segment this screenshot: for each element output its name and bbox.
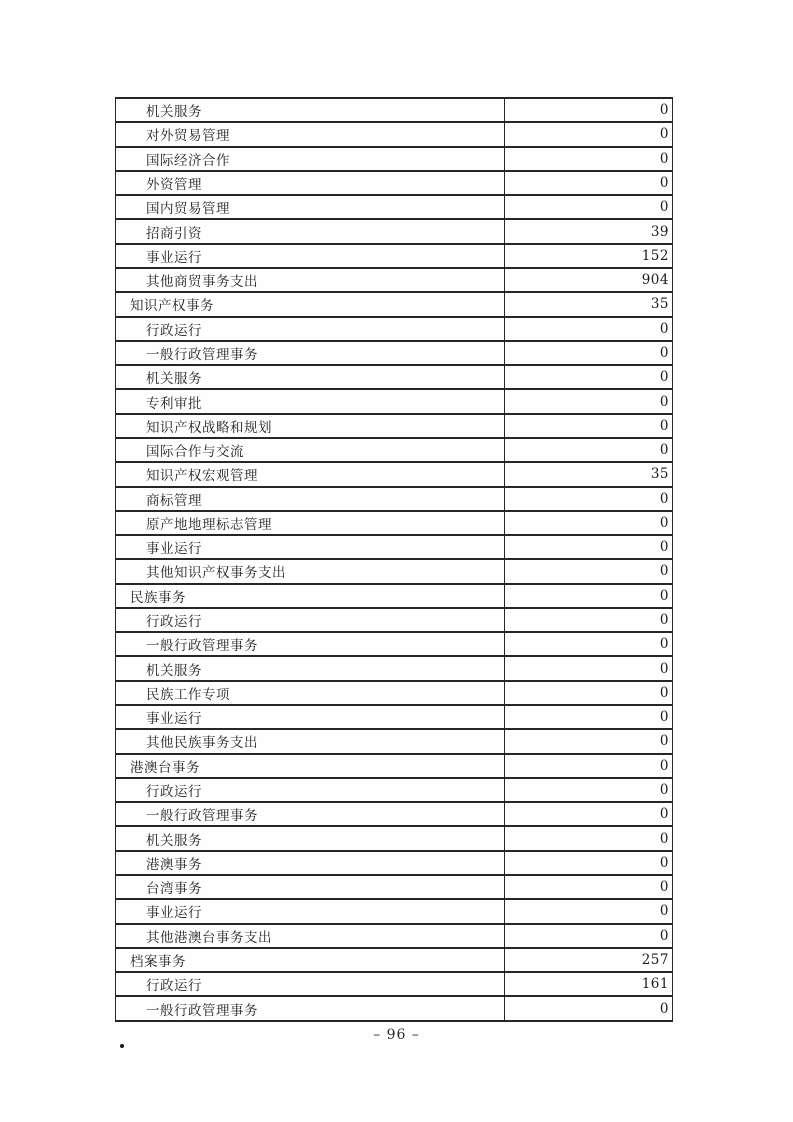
table-row — [116, 147, 673, 171]
category-cell: 知识产权宏观管理 — [116, 462, 505, 486]
value-cell: 35 — [505, 292, 673, 316]
value-cell: 0 — [505, 924, 673, 948]
value-cell: 0 — [505, 705, 673, 729]
table-row — [116, 899, 673, 923]
scan-artifact-dot — [120, 1044, 124, 1048]
table-row — [116, 341, 673, 365]
category-cell: 其他民族事务支出 — [116, 729, 505, 753]
value-cell: 0 — [505, 535, 673, 559]
table-row — [116, 317, 673, 341]
table-row — [116, 924, 673, 948]
value-cell: 0 — [505, 754, 673, 778]
value-cell: 0 — [505, 875, 673, 899]
category-cell: 事业运行 — [116, 535, 505, 559]
table-row — [116, 584, 673, 608]
value-cell: 0 — [505, 778, 673, 802]
table-row — [116, 268, 673, 292]
category-cell: 国际合作与交流 — [116, 438, 505, 462]
category-cell: 其他知识产权事务支出 — [116, 559, 505, 583]
value-cell: 0 — [505, 438, 673, 462]
table-row — [116, 972, 673, 996]
value-cell: 0 — [505, 729, 673, 753]
value-cell: 0 — [505, 122, 673, 146]
value-cell: 35 — [505, 462, 673, 486]
category-cell: 档案事务 — [116, 948, 505, 972]
category-cell: 行政运行 — [116, 608, 505, 632]
category-cell: 一般行政管理事务 — [116, 802, 505, 826]
table-row — [116, 511, 673, 535]
table-row — [116, 438, 673, 462]
category-cell: 外资管理 — [116, 171, 505, 195]
category-cell: 其他港澳台事务支出 — [116, 924, 505, 948]
category-cell: 事业运行 — [116, 244, 505, 268]
table-row — [116, 754, 673, 778]
category-cell: 商标管理 — [116, 487, 505, 511]
table-row — [116, 778, 673, 802]
value-cell: 0 — [505, 632, 673, 656]
value-cell: 0 — [505, 681, 673, 705]
value-cell: 0 — [505, 656, 673, 680]
category-cell: 机关服务 — [116, 656, 505, 680]
table-row — [116, 462, 673, 486]
category-cell: 行政运行 — [116, 778, 505, 802]
category-cell: 一般行政管理事务 — [116, 632, 505, 656]
table-row — [116, 365, 673, 389]
value-cell: 0 — [505, 147, 673, 171]
table-row — [116, 487, 673, 511]
value-cell: 0 — [505, 584, 673, 608]
value-cell: 0 — [505, 802, 673, 826]
table-row — [116, 729, 673, 753]
category-cell: 专利审批 — [116, 389, 505, 413]
category-cell: 其他商贸事务支出 — [116, 268, 505, 292]
category-cell: 一般行政管理事务 — [116, 996, 505, 1021]
value-cell: 0 — [505, 559, 673, 583]
value-cell: 0 — [505, 826, 673, 850]
category-cell: 台湾事务 — [116, 875, 505, 899]
table-row — [116, 98, 673, 122]
category-cell: 行政运行 — [116, 972, 505, 996]
value-cell: 0 — [505, 511, 673, 535]
value-cell: 0 — [505, 851, 673, 875]
category-cell: 港澳事务 — [116, 851, 505, 875]
value-cell: 39 — [505, 219, 673, 243]
value-cell: 0 — [505, 98, 673, 122]
category-cell: 机关服务 — [116, 365, 505, 389]
table-row — [116, 826, 673, 850]
value-cell: 0 — [505, 996, 673, 1021]
value-cell: 0 — [505, 365, 673, 389]
table-row — [116, 851, 673, 875]
table-row — [116, 608, 673, 632]
table-row — [116, 705, 673, 729]
table-row — [116, 122, 673, 146]
value-cell: 0 — [505, 341, 673, 365]
table-row — [116, 292, 673, 316]
table-row — [116, 802, 673, 826]
page-number: – 96 – — [373, 1027, 420, 1043]
table-row — [116, 875, 673, 899]
budget-table — [115, 97, 673, 1022]
category-cell: 一般行政管理事务 — [116, 341, 505, 365]
value-cell: 0 — [505, 899, 673, 923]
table-row — [116, 389, 673, 413]
value-cell: 161 — [505, 972, 673, 996]
value-cell: 152 — [505, 244, 673, 268]
category-cell: 国际经济合作 — [116, 147, 505, 171]
category-cell: 国内贸易管理 — [116, 195, 505, 219]
category-cell: 机关服务 — [116, 826, 505, 850]
category-cell: 事业运行 — [116, 899, 505, 923]
category-cell: 港澳台事务 — [116, 754, 505, 778]
category-cell: 民族工作专项 — [116, 681, 505, 705]
table-row — [116, 535, 673, 559]
table-row — [116, 414, 673, 438]
value-cell: 904 — [505, 268, 673, 292]
table-row — [116, 632, 673, 656]
table-row — [116, 171, 673, 195]
table-row — [116, 948, 673, 972]
table-row — [116, 681, 673, 705]
category-cell: 原产地地理标志管理 — [116, 511, 505, 535]
value-cell: 0 — [505, 171, 673, 195]
budget-table-body — [116, 98, 673, 1021]
category-cell: 民族事务 — [116, 584, 505, 608]
category-cell: 对外贸易管理 — [116, 122, 505, 146]
category-cell: 知识产权战略和规划 — [116, 414, 505, 438]
value-cell: 0 — [505, 317, 673, 341]
category-cell: 行政运行 — [116, 317, 505, 341]
value-cell: 0 — [505, 414, 673, 438]
value-cell: 257 — [505, 948, 673, 972]
table-row — [116, 195, 673, 219]
value-cell: 0 — [505, 487, 673, 511]
value-cell: 0 — [505, 608, 673, 632]
category-cell: 招商引资 — [116, 219, 505, 243]
value-cell: 0 — [505, 389, 673, 413]
page-footer — [0, 1027, 793, 1043]
category-cell: 机关服务 — [116, 98, 505, 122]
table-row — [116, 996, 673, 1021]
table-row — [116, 559, 673, 583]
value-cell: 0 — [505, 195, 673, 219]
category-cell: 知识产权事务 — [116, 292, 505, 316]
category-cell: 事业运行 — [116, 705, 505, 729]
table-row — [116, 219, 673, 243]
table-row — [116, 244, 673, 268]
table-row — [116, 656, 673, 680]
